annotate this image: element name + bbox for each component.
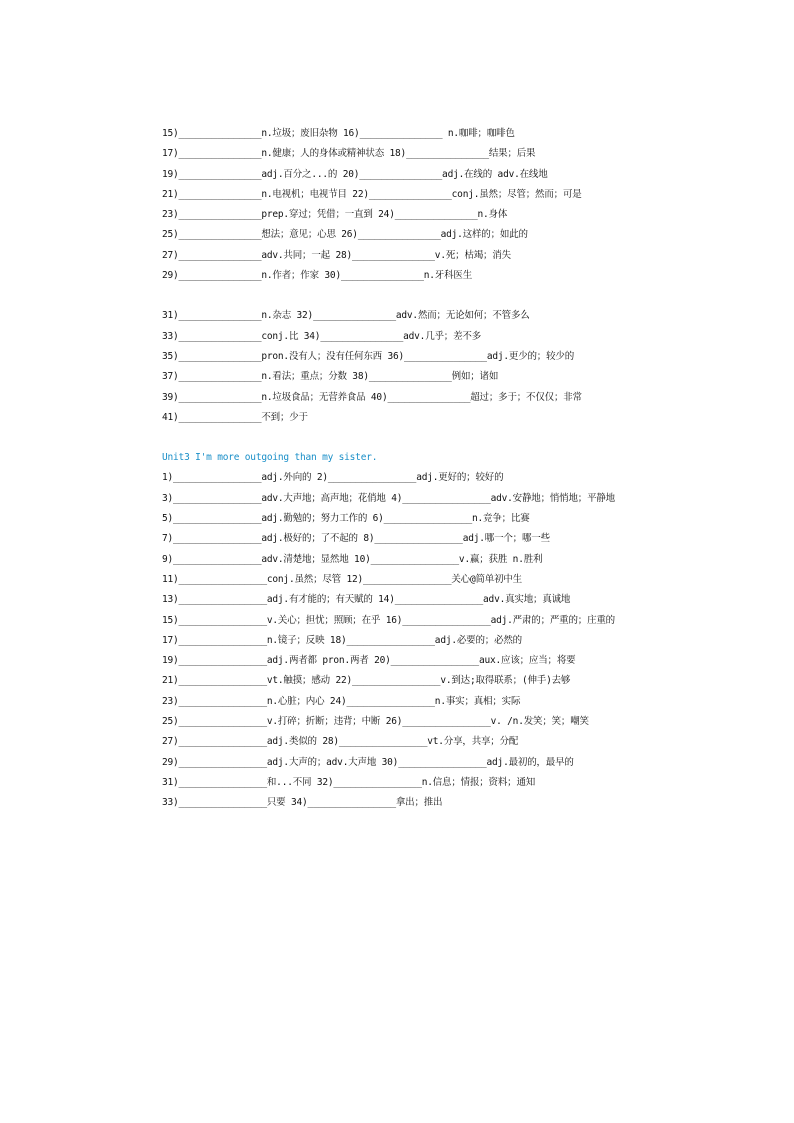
vocab-line: 21)________________vt.触摸；感动 22)________________v.到达;取得联系；(伸手)去够 (162, 675, 571, 687)
vocab-line: 25)_______________想法；意见；心思 26)_______________adj.这样的；如此的 (162, 229, 528, 241)
vocab-line: 9)________________adv.清楚地；显然地 10)________________v.赢；获胜 n.胜利 (162, 553, 543, 565)
vocab-line: 29)_______________n.作者；作家 30)_______________n.牙科医生 (162, 270, 472, 282)
section-gap (162, 432, 762, 452)
vocab-line: 17)________________n.镜子；反映 18)________________adj.必要的；必然的 (162, 634, 522, 646)
vocab-line: 33)________________只要 34)________________拿出；推出 (162, 797, 443, 809)
section-2 (162, 310, 762, 423)
vocab-line: 35)_______________pron.没有人；没有任何东西 36)_______________adj.更少的；较少的 (162, 350, 574, 362)
vocab-line: 13)________________adj.有才能的；有天赋的 14)________________adv.真实地；真诚地 (162, 594, 571, 606)
vocab-line: 23)________________n.心脏；内心 24)________________n.事实；真相；实际 (162, 695, 521, 707)
vocab-line: 21)_______________n.电视机；电视节目 22)_______________conj.虽然；尽管；然而；可是 (162, 188, 582, 200)
vocab-line: 15)________________v.关心；担忧；照顾；在乎 16)________________adj.严肃的；严重的；庄重的 (162, 614, 615, 626)
vocab-line: 3)________________adv.大声地；高声地；花俏地 4)________________adv.安静地；悄悄地；平静地 (162, 492, 615, 504)
vocab-line: 17)_______________n.健康；人的身体或精神状态 18)_______________结果；后果 (162, 148, 536, 160)
vocab-line: 1)________________adj.外向的 2)________________adj.更好的；较好的 (162, 472, 504, 484)
worksheet-page (162, 128, 762, 818)
vocab-line: 7)________________adj.极好的；了不起的 8)________________adj.哪一个；哪一些 (162, 533, 550, 545)
vocab-line: 37)_______________n.看法；重点；分数 38)_______________例如；诸如 (162, 371, 499, 383)
vocab-line: 23)_______________prep.穿过；凭借；一直到 24)_______________n.身体 (162, 209, 508, 221)
unit-heading: Unit3 I'm more outgoing than my sister. (162, 452, 378, 464)
section-3 (162, 472, 762, 809)
vocab-line: 31)________________和...不同 32)________________n.信息；情报；资料；通知 (162, 776, 536, 788)
vocab-line: 27)________________adj.类似的 28)________________vt.分享，共享；分配 (162, 736, 519, 748)
section-1 (162, 128, 762, 282)
vocab-line: 29)________________adj.大声的；adv.大声地 30)________________adj.最初的，最早的 (162, 756, 574, 768)
vocab-line: 11)________________conj.虽然；尽管 12)________________关心@简单初中生 (162, 573, 522, 585)
vocab-line: 19)________________adj.两者都 pron.两者 20)________________aux.应该；应当；将要 (162, 655, 576, 667)
section-gap (162, 290, 762, 310)
vocab-line: 41)_______________不到；少于 (162, 411, 308, 423)
vocab-line: 19)_______________adj.百分之...的 20)_______________adj.在线的 adv.在线地 (162, 168, 548, 180)
vocab-line: 39)_______________n.垃圾食品；无营养食品 40)_______________超过；多于；不仅仅；非常 (162, 391, 582, 403)
vocab-line: 15)_______________n.垃圾；废旧杂物 16)_______________ n.咖啡；咖啡色 (162, 128, 515, 139)
vocab-line: 33)_______________conj.比 34)_______________adv.几乎；差不多 (162, 330, 481, 342)
vocab-line: 27)_______________adv.共同；一起 28)_______________v.死；枯竭；消失 (162, 249, 511, 261)
vocab-line: 25)________________v.打碎；折断；违背；中断 26)________________v. /n.发笑；笑；嘲笑 (162, 716, 589, 728)
vocab-line: 31)_______________n.杂志 32)_______________adv.然而；无论如何；不管多么 (162, 310, 530, 322)
vocab-line: 5)________________adj.勤勉的；努力工作的 6)________________n.竞争；比赛 (162, 513, 530, 525)
